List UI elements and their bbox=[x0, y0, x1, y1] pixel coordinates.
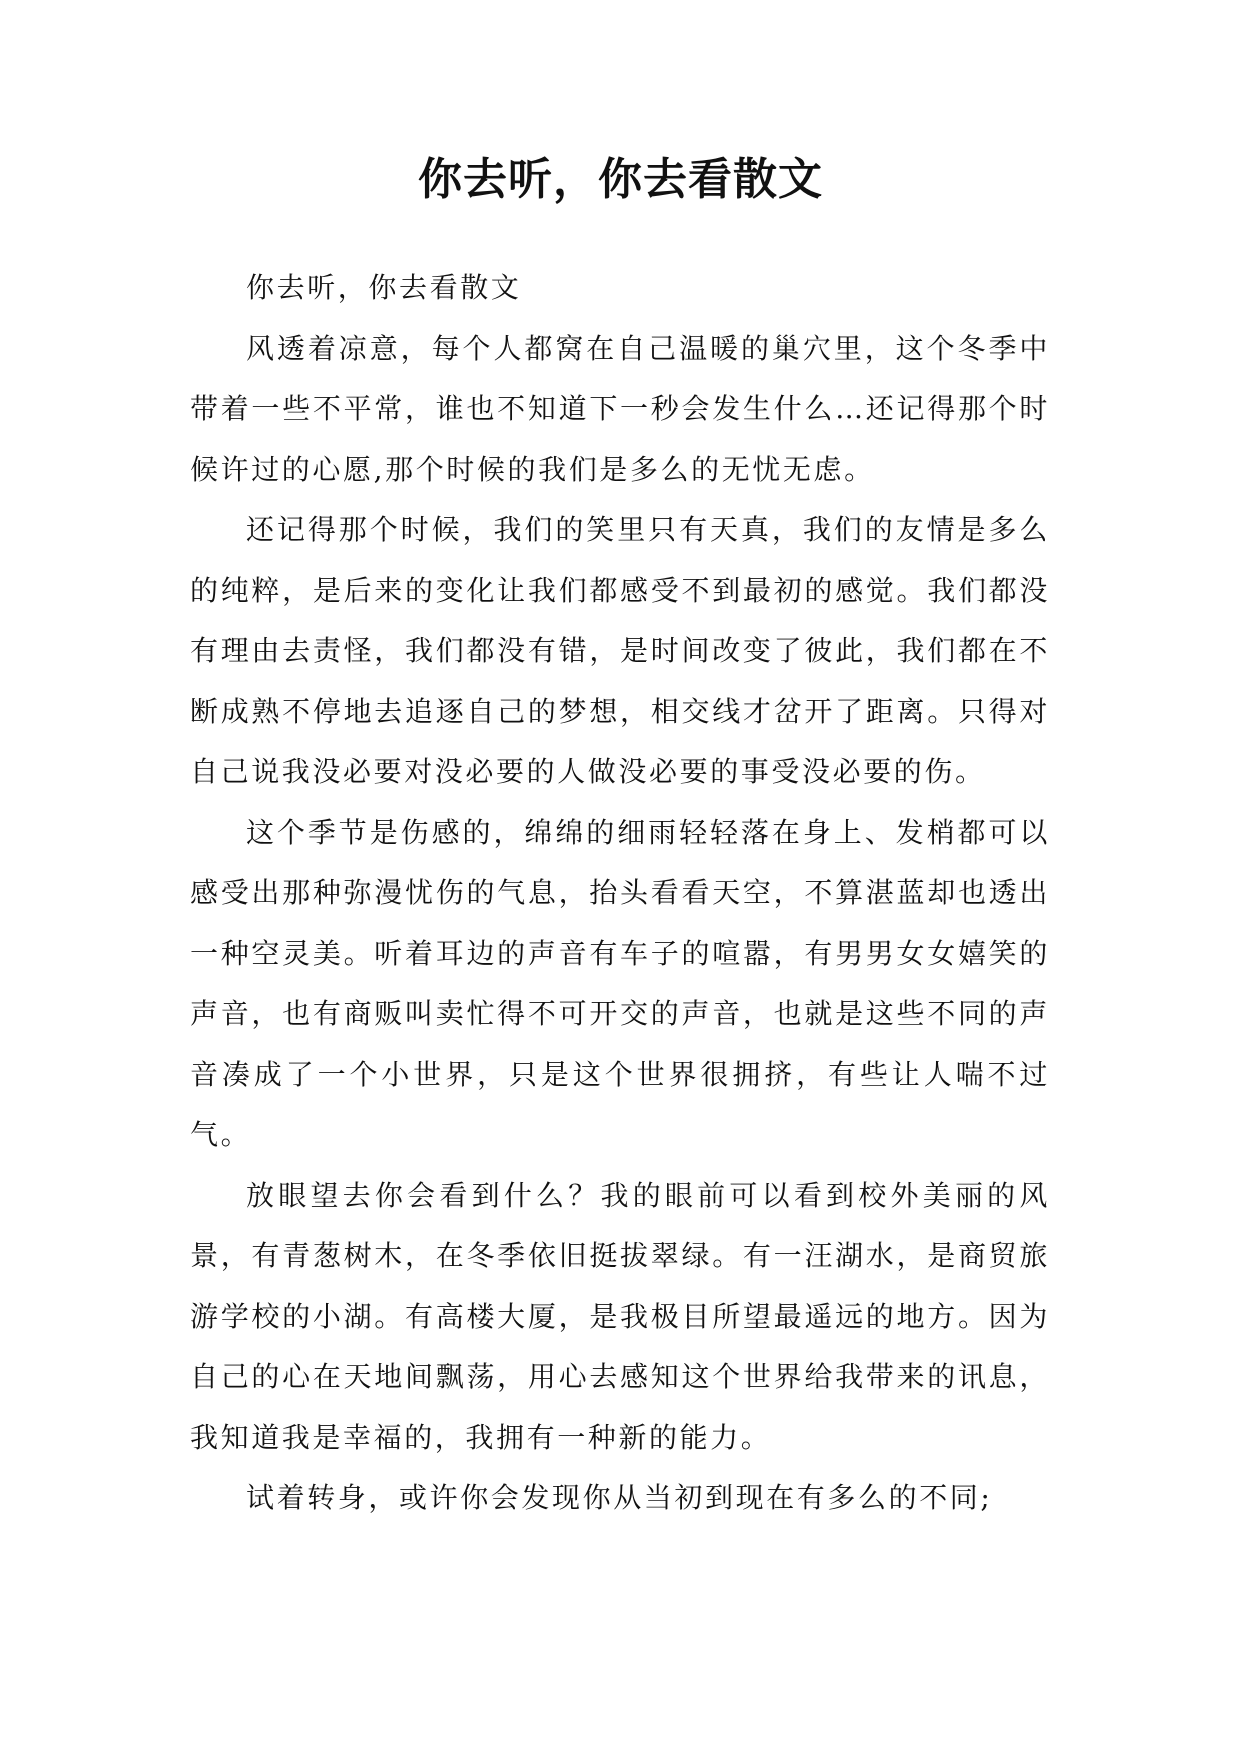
document-body bbox=[190, 258, 1050, 1529]
paragraph: 试着转身，或许你会发现你从当初到现在有多么的不同; bbox=[246, 1481, 993, 1514]
paragraph-subtitle: 你去听，你去看散文 bbox=[246, 271, 522, 304]
document-title: 你去听，你去看散文 bbox=[418, 154, 823, 205]
paragraph: 风透着凉意，每个人都窝在自己温暖的巢穴里，这个冬季中带着一些不平常，谁也不知道下一秒会发生什么…还记得那个时候许过的心愿,那个时候的我们是多么的无忧无虑。 bbox=[190, 331, 1050, 486]
paragraph: 放眼望去你会看到什么？我的眼前可以看到校外美丽的风景，有青葱树木，在冬季依旧挺拔翠绿。有一汪湖水，是商贸旅游学校的小湖。有高楼大厦，是我极目所望最遥远的地方。因为自己的心在天地间飘荡，用心去感知这个世界给我带来的讯息，我知道我是幸福的，我拥有一种新的能力。 bbox=[190, 1178, 1050, 1454]
paragraph: 还记得那个时候，我们的笑里只有天真，我们的友情是多么的纯粹，是后来的变化让我们都感受不到最初的感觉。我们都没有理由去责怪，我们都没有错，是时间改变了彼此，我们都在不断成熟不停地去追逐自己的梦想，相交线才岔开了距离。只得对自己说我没必要对没必要的人做没必要的事受没必要的伤。 bbox=[190, 513, 1050, 788]
paragraph: 这个季节是伤感的，绵绵的细雨轻轻落在身上、发梢都可以感受出那种弥漫忧伤的气息，抬头看看天空，不算湛蓝却也透出一种空灵美。听着耳边的声音有车子的喧嚣，有男男女女嬉笑的声音，也有商贩叫卖忙得不可开交的声音，也就是这些不同的声音凑成了一个小世界，只是这个世界很拥挤，有些让人喘不过气。 bbox=[190, 815, 1050, 1151]
